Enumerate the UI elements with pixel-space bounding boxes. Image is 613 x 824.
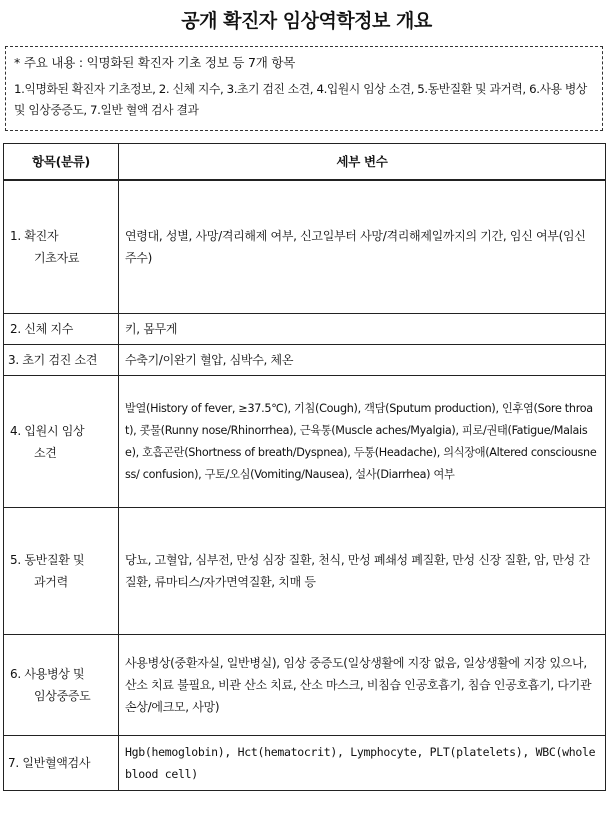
row-details: 연령대, 성별, 사망/격리해제 여부, 신고일부터 사망/격리해제일까지의 기간, 임신 여부(임신 주수)	[119, 180, 606, 314]
row-details: 사용병상(중환자실, 일반병실), 임상 중증도(일상생활에 지장 없음, 일상생활에 지장 있으나, 산소 치료 불필요, 비관 산소 치료, 산소 마스크, 비침습 인공호흡기, 침습 인공호흡기, 다기관 손상/에크모, 사망)	[119, 635, 606, 736]
table-row	[4, 180, 606, 314]
category-line: 4. 입원시 임상	[10, 423, 85, 438]
category-line: 5. 동반질환 및	[10, 553, 85, 567]
category-line: 소견	[34, 445, 57, 460]
clinical-info-table	[3, 143, 606, 791]
row-details: 키, 몸무게	[119, 314, 606, 345]
summary-item-list: 1.익명화된 확진자 기초정보, 2. 신체 지수, 3.초기 검진 소견, 4.입원시 임상 소견, 5.동반질환 및 과거력, 6.사용 병상 및 임상중증도, 7.일반 혈액 검사 결과	[14, 82, 587, 117]
row-category: 7. 일반혈액검사	[4, 736, 119, 791]
table-row	[4, 508, 606, 635]
row-category: 3. 초기 검진 소견	[4, 345, 119, 376]
category-line: 임상중증도	[34, 689, 91, 703]
table-row	[4, 635, 606, 736]
row-details: 발열(History of fever, ≥37.5℃), 기침(Cough), 객담(Sputum production), 인후염(Sore throat), 콧물(Runny nose/Rhinorrhea), 근육통(Muscle aches/Myalgia), 피로/권태(Fatigue/Malaise), 호흡곤란(Shortness of breath/Dyspnea), 두통(Headache), 의식장애(Altered consciousness/ confusion), 구토/오심(Vomiting/Nausea), 설사(Diarrhea) 여부	[119, 376, 606, 508]
table-row	[4, 345, 606, 376]
row-details: 당뇨, 고혈압, 심부전, 만성 심장 질환, 천식, 만성 폐쇄성 폐질환, 만성 신장 질환, 암, 만성 간질환, 류마티스/자가면역질환, 치매 등	[119, 508, 606, 635]
category-line: 기초자료	[34, 251, 80, 265]
summary-box	[5, 46, 603, 131]
table-row	[4, 314, 606, 345]
row-details: Hgb(hemoglobin), Hct(hematocrit), Lymphocyte, PLT(platelets), WBC(whole blood cell)	[119, 736, 606, 791]
category-line: 과거력	[34, 575, 68, 589]
category-line: 1. 확진자	[10, 229, 59, 243]
category-line: 6. 사용병상 및	[10, 667, 85, 681]
table-row	[4, 376, 606, 508]
row-details: 수축기/이완기 혈압, 심박수, 체온	[119, 345, 606, 376]
row-category	[4, 180, 119, 314]
page-title: 공개 확진자 임상역학정보 개요	[181, 10, 432, 32]
table-row	[4, 736, 606, 791]
row-category	[4, 376, 119, 508]
header-category: 항목(분류)	[4, 144, 119, 181]
row-category: 2. 신체 지수	[4, 314, 119, 345]
header-details: 세부 변수	[119, 144, 606, 181]
row-category	[4, 635, 119, 736]
summary-main-content: * 주요 내용 : 익명화된 확진자 기초 정보 등 7개 항목	[14, 55, 296, 70]
row-category	[4, 508, 119, 635]
